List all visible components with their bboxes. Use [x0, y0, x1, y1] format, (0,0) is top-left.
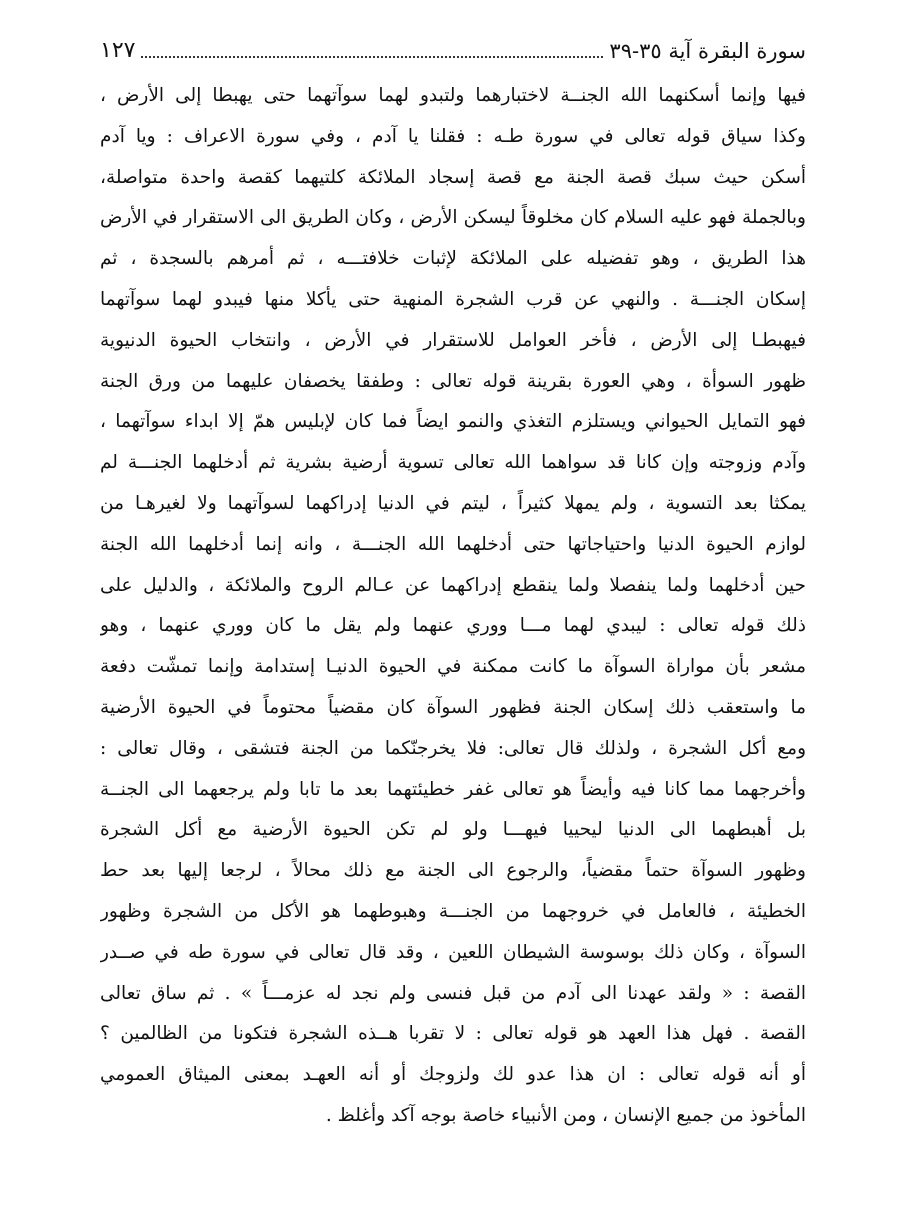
- text-line: ومع أكل الشجرة ، ولذلك قال تعالى: فلا يخرجنّكما من الجنة فتشقى ، وقال تعالى :: [100, 737, 806, 759]
- header-dotted-leader: [141, 56, 603, 58]
- text-line: القصة : « ولقد عهدنا الى آدم من قبل فنسى ولم نجد له عزمـــاً » . ثم ساق تعالى: [100, 982, 806, 1004]
- text-line: لوازم الحيوة الدنيا واحتياجاتها حتى أدخلهما الله الجنـــة ، وانه إنما أدخلهما الله الجنة: [100, 533, 806, 555]
- surah-header-title: سورة البقرة آية ٣٥-٣٩: [609, 39, 806, 63]
- text-line: فيهبطـا إلى الأرض ، فأخر العوامل للاستقرار في الأرض ، وانتخاب الحيوة الدنيوية: [100, 329, 806, 351]
- text-line: ما واستعقب ذلك إسكان الجنة فظهور السوآة كان مقضياً محتوماً في الحيوة الأرضية: [100, 696, 806, 718]
- text-line: وأخرجهما مما كانا فيه وأيضاً هو تعالى غفر خطيئتهما بعد ما تابا ولم يرجعهما الى الجنــة: [100, 778, 806, 800]
- text-line: السوآة ، وكان ذلك بوسوسة الشيطان اللعين ، وقد قال تعالى في سورة طه في صــدر: [100, 941, 806, 963]
- text-line: وآدم وزوجته وإن كانا قد سواهما الله تعالى تسوية أرضية بشرية ثم أدخلهما الجنـــة لم: [100, 452, 806, 474]
- text-line: وظهور السوآة حتماً مقضياً، والرجوع الى الجنة مع ذلك محالاً ، لرجعا إليها بعد حط: [100, 860, 806, 882]
- text-line-last: المأخوذ من جميع الإنسان ، ومن الأنبياء خاصة بوجه آكد وأغلظ .: [325, 1104, 806, 1126]
- running-header: [100, 30, 806, 62]
- text-line: يمكثا بعد التسوية ، ولم يمهلا كثيراً ، ليتم في الدنيا إدراكهما لسوآتهما ولا لغيرهـا من: [100, 492, 806, 514]
- text-line: القصة . فهل هذا العهد هو قوله تعالى : لا تقربا هــذه الشجرة فتكونا من الظالمين ؟: [100, 1023, 806, 1045]
- text-line: هذا الطريق ، وهو تفضيله على الملائكة لإثبات خلافتـــه ، ثم أمرهم بالسجدة ، ثم: [100, 248, 806, 270]
- text-line: أسكن حيث سبك قصة الجنة مع قصة إسجاد الملائكة كلتيهما كقصة واحدة متواصلة،: [100, 166, 806, 188]
- body-text: [100, 76, 806, 1137]
- text-line: وبالجملة فهو عليه السلام كان مخلوقاً ليسكن الأرض ، وكان الطريق الى الاستقرار في الأرض: [100, 207, 806, 229]
- text-line: ظهور السوأة ، وهي العورة بقرينة قوله تعالى : وطفقا يخصفان عليهما من ورق الجنة: [100, 370, 806, 392]
- text-line: إسكان الجنـــة . والنهي عن قرب الشجرة المنهية حتى يأكلا منها فيبدو لهما سوآتهما: [100, 288, 806, 310]
- text-line: فهو التمايل الحيواني ويستلزم التغذي والنمو ايضاً فما كان لإبليس همّ إلا ابداء سوآتهما ،: [100, 411, 806, 433]
- text-line: مشعر بأن مواراة السوآة ما كانت ممكنة في الحيوة الدنيـا إستدامة وإنما تمشّت دفعة: [100, 656, 806, 678]
- text-line: بل أهبطهما الى الدنيا ليحييا فيهـــا ولو لم تكن الحيوة الأرضية مع أكل الشجرة: [100, 819, 806, 841]
- text-line: ذلك قوله تعالى : ليبدي لهما مـــا ووري عنهما ولم يقل ما كان ووري عنهما ، وهو: [100, 615, 806, 637]
- text-line: وكذا سياق قوله تعالى في سورة طـه : فقلنا يا آدم ، وفي سورة الاعراف : ويا آدم: [100, 125, 806, 147]
- text-line: أو أنه قوله تعالى : ان هذا عدو لك ولزوجك أو أنه العهـد بمعنى الميثاق العمومي: [100, 1064, 806, 1086]
- text-line: فيها وإنما أسكنهما الله الجنــة لاختبارهما ولتبدو لهما سوآتهما حتى يهبطا إلى الأرض ،: [100, 85, 806, 106]
- text-line: الخطيئة ، فالعامل في خروجهما من الجنـــة وهبوطهما هو الأكل من الشجرة وظهور: [100, 900, 806, 922]
- text-line: حين أدخلهما ولما ينفصلا ولما ينقطع إدراكهما عن عـالم الروح والملائكة ، والدليل على: [100, 574, 806, 596]
- page-number: ١٢٧: [100, 38, 136, 63]
